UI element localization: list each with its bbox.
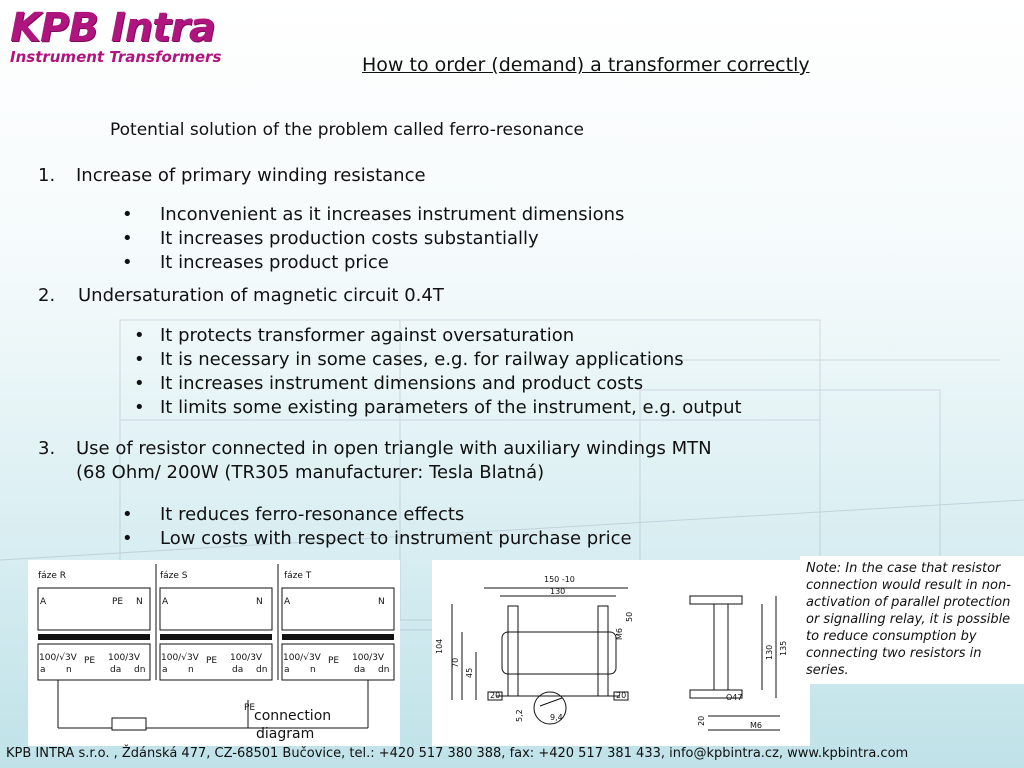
svg-text:M6: M6	[750, 721, 762, 730]
svg-text:n: n	[310, 665, 316, 675]
svg-text:135: 135	[779, 640, 788, 656]
list-item: • Inconvenient as it increases instrument dimensions	[122, 204, 625, 225]
phase-s-label: fáze S	[160, 571, 188, 581]
list-item: • It is necessary in some cases, e.g. for railway applications	[134, 349, 684, 370]
svg-text:20: 20	[697, 715, 706, 726]
svg-text:da: da	[232, 665, 244, 675]
logo-main-text: KPB Intra	[10, 5, 215, 51]
diagram-caption-line-2: diagram	[256, 726, 315, 742]
section-3-text: Use of resistor connected in open triangle with auxiliary windings MTN	[76, 438, 712, 459]
svg-text:104: 104	[435, 638, 444, 654]
phase-t-label: fáze T	[284, 571, 312, 581]
section-3-bullets	[122, 503, 632, 551]
footer-contact: KPB INTRA s.r.o. , Ždánská 477, CZ-68501 Bučovice, tel.: +420 517 380 388, fax: +420 517 381 433, info@kpbintra.cz, www.kpbintra.com	[6, 746, 909, 761]
dimension-drawing	[432, 560, 810, 746]
svg-text:5,2: 5,2	[515, 709, 524, 722]
note-box: Note: In the case that resistor connection would result in non-activation of parallel protection or signalling relay, it is possible to reduce consumption by connecting two resistors in series.	[800, 556, 1024, 684]
svg-text:M6: M6	[615, 628, 624, 640]
slide-title: How to order (demand) a transformer correctly	[362, 54, 810, 76]
svg-text:A: A	[284, 597, 291, 607]
svg-text:150 -10: 150 -10	[544, 575, 575, 584]
connection-diagram	[28, 560, 400, 746]
svg-text:a: a	[162, 665, 168, 675]
svg-text:45: 45	[465, 667, 474, 678]
svg-text:a: a	[284, 665, 290, 675]
svg-text:100/3V: 100/3V	[352, 653, 385, 663]
logo-sub-text: Instrument Transformers	[10, 48, 222, 66]
svg-text:da: da	[354, 665, 366, 675]
section-1-text: Increase of primary winding resistance	[76, 165, 426, 186]
svg-text:100/3V: 100/3V	[230, 653, 263, 663]
section-2-number: 2.	[38, 285, 56, 306]
company-logo	[10, 6, 221, 66]
svg-text:130: 130	[765, 644, 774, 660]
list-item: • It protects transformer against oversaturation	[134, 325, 575, 346]
svg-text:n: n	[188, 665, 194, 675]
section-3-text-line-2: (68 Ohm/ 200W (TR305 manufacturer: Tesla Blatná)	[76, 462, 545, 483]
svg-text:20: 20	[616, 691, 627, 700]
svg-text:N: N	[256, 597, 263, 607]
svg-text:PE: PE	[112, 597, 124, 607]
list-item: • It increases production costs substantially	[122, 228, 539, 249]
svg-text:n: n	[66, 665, 72, 675]
svg-text:100/3V: 100/3V	[108, 653, 141, 663]
subheading: Potential solution of the problem called ferro-resonance	[110, 120, 585, 140]
svg-text:O47: O47	[726, 693, 743, 702]
svg-text:100/√3V: 100/√3V	[39, 653, 77, 663]
svg-text:70: 70	[451, 657, 460, 668]
svg-text:PE: PE	[84, 656, 96, 666]
svg-text:N: N	[136, 597, 143, 607]
svg-text:50: 50	[625, 611, 634, 622]
list-item: • It limits some existing parameters of the instrument, e.g. output	[134, 397, 742, 418]
diagram-caption-line-1: connection	[254, 708, 332, 724]
section-2-bullets	[134, 324, 742, 420]
list-item: • It increases instrument dimensions and product costs	[134, 373, 644, 394]
section-3-number: 3.	[38, 438, 56, 459]
svg-text:da: da	[110, 665, 122, 675]
section-2-text: Undersaturation of magnetic circuit 0.4T	[78, 285, 444, 306]
svg-text:dn: dn	[134, 665, 146, 675]
svg-text:130: 130	[550, 587, 566, 596]
svg-text:N: N	[378, 597, 385, 607]
svg-text:a: a	[40, 665, 46, 675]
list-item: • It reduces ferro-resonance effects	[122, 504, 465, 525]
svg-text:PE: PE	[206, 656, 218, 666]
svg-text:9,4: 9,4	[550, 713, 563, 722]
section-1-number: 1.	[38, 165, 56, 186]
list-item: • Low costs with respect to instrument purchase price	[122, 528, 632, 549]
svg-text:100/√3V: 100/√3V	[161, 653, 199, 663]
svg-text:PE: PE	[328, 656, 340, 666]
list-item: • It increases product price	[122, 252, 389, 273]
section-1-bullets	[122, 203, 624, 275]
svg-text:dn: dn	[256, 665, 268, 675]
svg-text:100/√3V: 100/√3V	[283, 653, 321, 663]
svg-text:A: A	[40, 597, 47, 607]
svg-text:dn: dn	[378, 665, 390, 675]
phase-r-label: fáze R	[38, 571, 67, 581]
svg-text:20: 20	[490, 691, 501, 700]
svg-text:A: A	[162, 597, 169, 607]
svg-text:PE: PE	[244, 703, 256, 713]
